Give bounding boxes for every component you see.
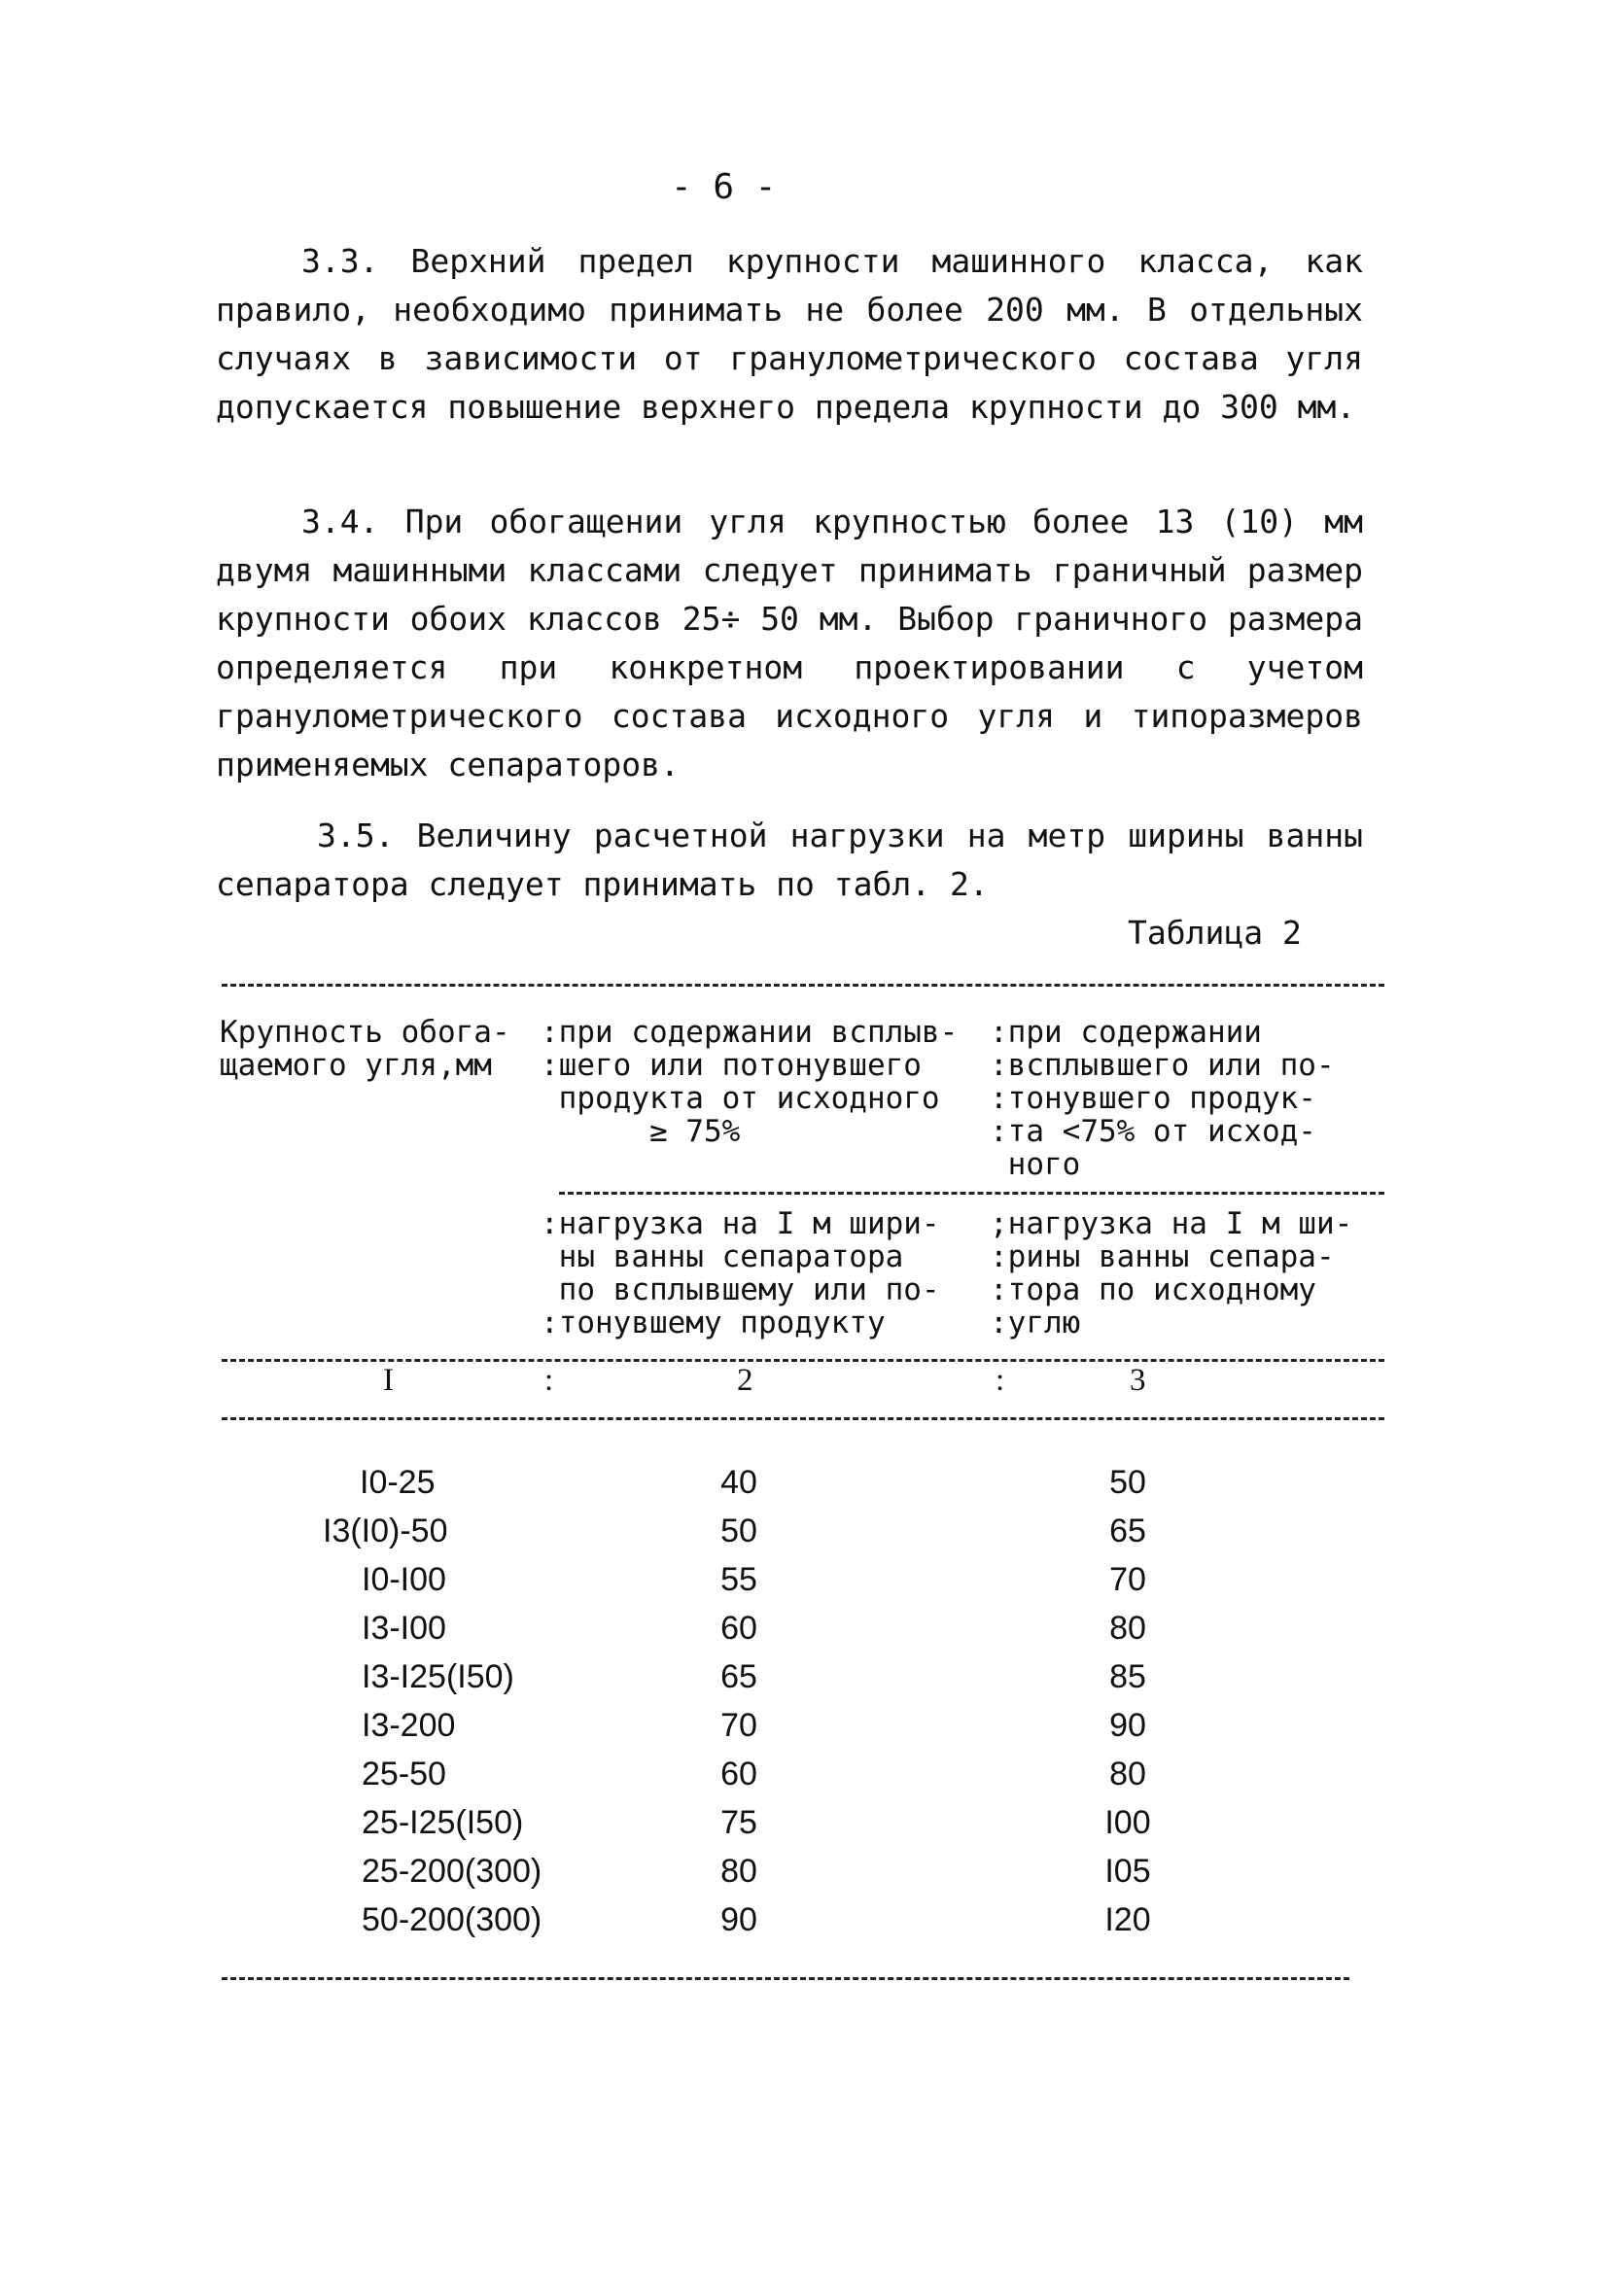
table-bottom-rule — [222, 1977, 1349, 1980]
cell-load-feed: I05 — [1104, 1853, 1151, 1890]
cell-load-float: 70 — [720, 1707, 757, 1744]
table-top-rule — [222, 984, 1384, 987]
cell-size: I3(I0)-50 — [323, 1513, 448, 1549]
cell-load-feed: 80 — [1109, 1610, 1146, 1647]
cell-size: I3-I25(I50) — [362, 1658, 514, 1695]
cell-load-feed: I20 — [1104, 1901, 1151, 1938]
header-col3-top: :при содержании :всплывшего или по- :тонувшего продук- :та <75% от исход- ного — [990, 1015, 1335, 1182]
cell-load-float: 40 — [720, 1464, 757, 1501]
cell-load-feed: 50 — [1109, 1464, 1146, 1501]
cell-load-float: 50 — [720, 1513, 757, 1549]
cell-load-feed: 90 — [1109, 1707, 1146, 1744]
header-col2-top: :при содержании всплыв- :шего или потонувшего продукта от исходного ≥ 75% — [541, 1015, 959, 1149]
column-numbers-rule — [222, 1417, 1384, 1420]
cell-load-feed: I00 — [1104, 1804, 1151, 1841]
cell-size: 25-50 — [362, 1756, 446, 1792]
cell-size: I3-I00 — [362, 1610, 446, 1647]
cell-load-float: 90 — [720, 1901, 757, 1938]
header-col3-bottom: ;нагрузка на I м ши- :рины ванны сепара- :тора по исходному :углю — [990, 1206, 1353, 1340]
column-number-3: 3 — [1130, 1363, 1146, 1398]
cell-load-feed: 70 — [1109, 1561, 1146, 1598]
cell-load-float: 65 — [720, 1658, 757, 1695]
column-separator: : — [996, 1363, 1005, 1398]
page-number: - 6 - — [671, 167, 777, 207]
column-number-1: I — [383, 1363, 394, 1398]
cell-size: 50-200(300) — [362, 1901, 542, 1938]
cell-load-float: 60 — [720, 1756, 757, 1792]
table-label: Таблица 2 — [1128, 914, 1302, 952]
column-separator: : — [544, 1363, 554, 1398]
cell-load-float: 75 — [720, 1804, 757, 1841]
cell-load-feed: 65 — [1109, 1513, 1146, 1549]
cell-load-float: 60 — [720, 1610, 757, 1647]
cell-size: 25-200(300) — [362, 1853, 542, 1890]
header-sub-rule — [559, 1192, 1384, 1195]
cell-size: I0-I00 — [362, 1561, 446, 1598]
paragraph-3-4: 3.4. При обогащении угля крупностью более 13 (10) мм двумя машинными классами следует принимать граничный размер крупности обоих классов 25÷ 50 мм. Выбор граничного размера определяется при конкретном проектировании с учетом гранулометрического состава исходного угля и типоразмеров применяемых сепараторов. — [216, 503, 1363, 783]
cell-size: I3-200 — [362, 1707, 456, 1744]
cell-load-feed: 85 — [1109, 1658, 1146, 1695]
header-col1: Крупность обога- щаемого угля,мм — [220, 1015, 510, 1083]
cell-size: 25-I25(I50) — [362, 1804, 524, 1841]
column-number-2: 2 — [737, 1363, 753, 1398]
header-bottom-rule — [222, 1359, 1384, 1362]
paragraph-3-5: 3.5. Величину расчетной нагрузки на метр ширины ванны сепаратора следует принимать по табл. 2. — [216, 817, 1363, 903]
cell-size: I0-25 — [360, 1464, 436, 1501]
paragraph-3-3: 3.3. Верхний предел крупности машинного класса, как правило, необходимо принимать не более 200 мм. В отдельных случаях в зависимости от гранулометрического состава угля допускается повышение верхнего предела крупности до 300 мм. — [216, 242, 1363, 426]
cell-load-float: 55 — [720, 1561, 757, 1598]
cell-load-float: 80 — [720, 1853, 757, 1890]
header-col2-bottom: :нагрузка на I м шири- ны ванны сепаратора по всплывшему или по- :тонувшему продукту — [541, 1206, 940, 1340]
cell-load-feed: 80 — [1109, 1756, 1146, 1792]
